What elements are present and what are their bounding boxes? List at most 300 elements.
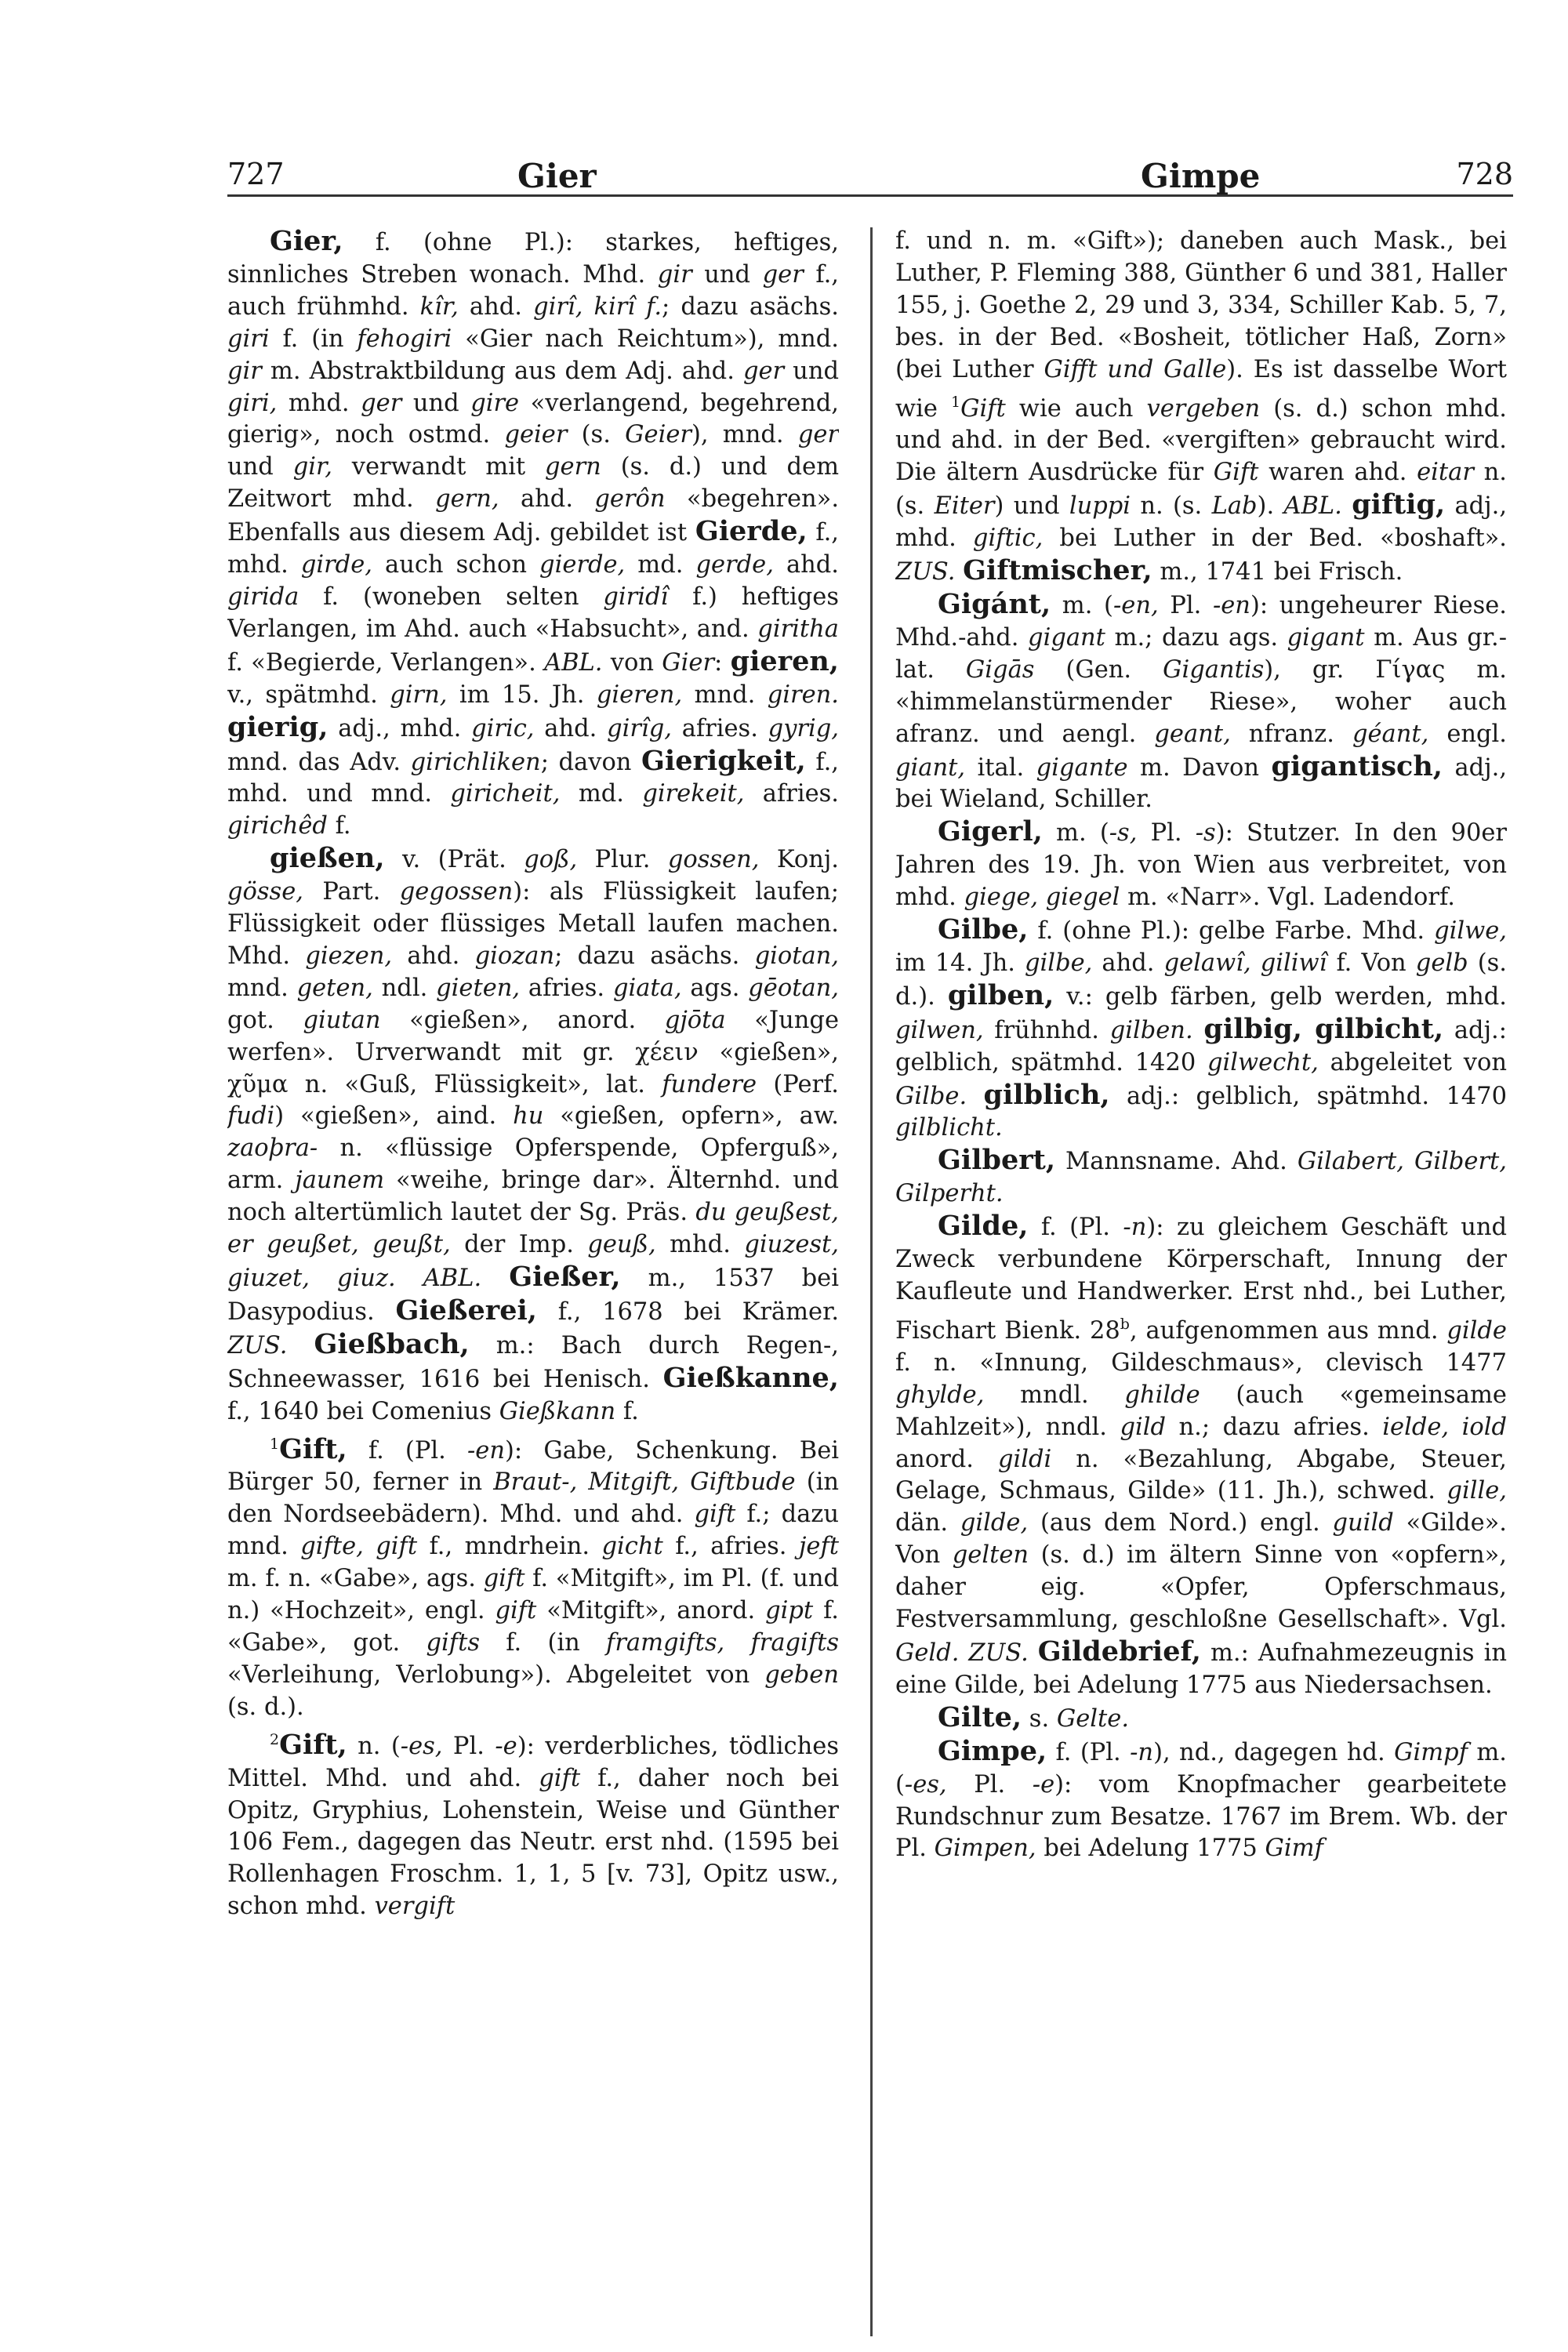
italic-term: -en	[1212, 591, 1250, 619]
entry-text: mnd.	[227, 974, 297, 1002]
headword: gigantisch,	[1271, 750, 1443, 782]
entry-text: s.	[1022, 1704, 1057, 1733]
entry-gimpe	[895, 1736, 1507, 1866]
entry-text: (s.	[567, 421, 626, 449]
entry-text: v.: gelb färben, gelb werden, mhd.	[1054, 982, 1507, 1011]
italic-term: giotan,	[754, 942, 839, 970]
italic-term: giata,	[612, 974, 682, 1002]
headword: Gilbert,	[938, 1144, 1056, 1177]
italic-term: gigante	[1036, 753, 1128, 782]
entry-text: «Verleihung, Verlobung»). Abgeleitet von	[227, 1661, 765, 1689]
headword: Gießkanne,	[662, 1361, 839, 1394]
italic-term: gieten,	[436, 974, 521, 1002]
italic-term: geten,	[296, 974, 373, 1002]
italic-term: ger	[762, 260, 804, 289]
italic-term: ABL.	[544, 648, 603, 677]
headword: Gigánt,	[938, 587, 1051, 620]
italic-term: ABL.	[423, 1265, 482, 1292]
italic-term: girida	[227, 583, 299, 611]
entry-text: ): ungeheurer Riese. Mhd.-ahd.	[895, 591, 1507, 652]
italic-term: girde,	[300, 551, 372, 579]
entry-text: afries.	[671, 714, 768, 742]
entry-text: afries.	[520, 974, 613, 1002]
italic-term: Eiter	[934, 492, 995, 521]
entry-text: ) und	[994, 492, 1069, 521]
entry-text: ), mnd.	[691, 421, 798, 449]
entry-text: Pl.	[1137, 819, 1196, 848]
entry-text: n. (	[347, 1732, 401, 1760]
entry-text: ).	[1257, 492, 1284, 521]
italic-term: gift	[694, 1501, 736, 1529]
entry-text: (Perf.	[757, 1070, 839, 1098]
entry-text: f. (Pl.	[1028, 1214, 1123, 1242]
entry-text: m.: Aufnahmezeugnis in eine Gilde, bei Adelung 1775 aus Niedersachsen.	[895, 1639, 1507, 1699]
entry-gigant	[895, 589, 1507, 816]
entry-text: f. (woneben selten	[299, 583, 604, 611]
italic-term: gēotan,	[748, 974, 839, 1002]
entry-text: f.	[327, 812, 351, 840]
italic-term: gifts	[426, 1628, 481, 1657]
entry-gift-1	[227, 1428, 839, 1724]
italic-term: girichêd	[227, 812, 328, 840]
entry-text	[1193, 1017, 1204, 1044]
italic-term: gir	[227, 357, 262, 385]
entry-text: der Imp.	[450, 1231, 588, 1259]
entry-text: :	[714, 648, 731, 677]
entry-text: ). Es ist dasselbe Wort wie	[895, 355, 1507, 423]
entry-text: «Junge werfen». Urverwandt mit gr. χέειν «gießen», χῦμα n. «Guß, Flüssigkeit», lat.	[227, 1006, 839, 1098]
italic-term: ielde, iold	[1382, 1413, 1507, 1441]
entry-text: ndl.	[372, 974, 437, 1002]
italic-term: jeft	[798, 1533, 839, 1561]
entry-text: ahd.	[499, 485, 595, 514]
entry-text: (s. d.) schon mhd. und ahd. in der Bed. «vergiften» gebraucht wird. Die ältern Ausdrücke für	[895, 394, 1507, 487]
entry-text: f.; dazu mnd.	[227, 1501, 839, 1561]
italic-term: geier	[504, 421, 568, 449]
italic-term: Gift	[1213, 459, 1259, 487]
italic-term: girîg,	[607, 714, 672, 742]
entry-text: im 15. Jh.	[447, 681, 597, 709]
italic-term: gjōta	[664, 1006, 726, 1034]
italic-term: gilbe,	[1025, 949, 1093, 977]
entry-text: v., spätmhd.	[227, 681, 390, 709]
italic-term: vergift	[374, 1893, 456, 1921]
entry-text: mndl.	[984, 1381, 1125, 1409]
italic-term: -e	[495, 1732, 517, 1760]
headword: gierig,	[227, 710, 328, 743]
italic-term: girî, kirî f.	[533, 292, 662, 321]
entry-text: (s. d.).	[227, 1693, 304, 1721]
entry-text: f. «Gabe», got.	[227, 1597, 839, 1657]
italic-term: giezen,	[305, 942, 393, 970]
entry-text: auch schon	[372, 551, 540, 579]
entry-text: m. (	[1042, 819, 1109, 848]
entry-text: md.	[560, 780, 643, 808]
headword: Gießer,	[509, 1261, 621, 1293]
italic-term: gern	[545, 453, 601, 481]
italic-term: gelb	[1415, 949, 1468, 977]
entry-text: f., mhd. und mnd.	[227, 748, 839, 808]
entry-text: f. (Pl.	[347, 1436, 467, 1465]
entry-text: ; dazu asächs.	[554, 942, 755, 970]
entry-text	[955, 558, 963, 586]
entry-text: mnd. das Adv.	[227, 748, 411, 776]
entry-text: adj.: gelblich, spätmhd. 1420	[895, 1016, 1507, 1076]
headword: Gilde,	[938, 1210, 1029, 1243]
entry-text: f. (in	[269, 325, 358, 353]
running-head-left: Gier	[517, 157, 597, 195]
italic-term: gelawî, giliwî	[1163, 949, 1327, 977]
italic-term: Geier	[625, 421, 691, 449]
italic-term: gilwe,	[1434, 917, 1507, 946]
entry-gift-2	[227, 1724, 839, 1923]
page-number-left: 727	[227, 157, 285, 191]
italic-term: gir,	[292, 453, 332, 481]
entry-text: m., 1537 bei Dasypodius.	[227, 1265, 839, 1326]
italic-term: gift	[483, 1565, 525, 1593]
entry-text: waren ahd.	[1258, 459, 1417, 487]
italic-term: Geld.	[895, 1639, 960, 1667]
entry-text: «Gilde». Von	[895, 1509, 1507, 1570]
italic-term: giri	[227, 325, 270, 353]
italic-term: giant,	[895, 753, 966, 782]
italic-term: gilwecht,	[1207, 1048, 1319, 1076]
entry-text: Part.	[303, 878, 400, 906]
entry-text: m. Aus gr.-lat.	[895, 623, 1507, 684]
italic-term: gern,	[435, 485, 499, 514]
italic-term: géant,	[1352, 720, 1429, 748]
italic-term: ghilde	[1124, 1381, 1200, 1409]
italic-term: giren.	[767, 681, 839, 709]
entry-gigerl	[895, 816, 1507, 914]
entry-text: (aus dem Nord.) engl.	[1028, 1509, 1333, 1537]
superscript: 2	[270, 1730, 280, 1748]
entry-text: f. und n. m. «Gift»); daneben auch Mask., bei Luther, P. Fleming 388, Günther 6 und 381, Haller 155, j. Goethe 2, 29 und 3, 334, Schiller Kab. 5, 7, bes. in der Bed. «Bosheit, tötlicher Haß, Zorn» (bei Luther	[895, 227, 1507, 383]
entry-text: ): vom Knopfmacher gearbeitete Rundschnur zum Besatze. 1767 im Brem. Wb. der Pl.	[895, 1770, 1507, 1863]
italic-term: hu	[513, 1102, 544, 1131]
italic-term: giege, giegel	[964, 884, 1120, 912]
headword: Gierigkeit,	[641, 744, 806, 777]
italic-term: gieren,	[596, 681, 683, 709]
italic-term: fehogiri	[357, 325, 452, 353]
italic-term: giozan	[474, 942, 555, 970]
entry-text: f. (Pl.	[1047, 1738, 1131, 1766]
italic-term: gilde,	[960, 1509, 1029, 1537]
entry-text: «gießen, opfern», aw.	[543, 1102, 839, 1131]
entry-text: und	[784, 357, 839, 385]
headword: Gift,	[279, 1432, 347, 1465]
superscript: b	[1120, 1315, 1130, 1333]
entry-text: n.; dazu afries.	[1166, 1413, 1383, 1441]
italic-term: giutan	[303, 1006, 381, 1034]
italic-term: fudi	[227, 1102, 275, 1131]
entry-text: «Mitgift», anord.	[536, 1597, 766, 1625]
entry-text: (auch «gemeinsame Mahlzeit»), nndl.	[895, 1381, 1507, 1441]
headword: giftig,	[1352, 488, 1446, 521]
italic-term: giric,	[471, 714, 535, 742]
headword: Gilte,	[938, 1700, 1022, 1733]
entry-text: n. (s.	[895, 459, 1507, 521]
italic-term: Gimf	[1265, 1835, 1323, 1863]
entry-text: ; davon	[540, 748, 642, 776]
entry-text: ags.	[681, 974, 749, 1002]
headword: gilbig, gilbicht,	[1203, 1012, 1444, 1045]
italic-term: gildi	[997, 1445, 1052, 1473]
entry-text: f. (ohne Pl.): gelbe Farbe. Mhd.	[1028, 917, 1435, 946]
italic-term: Gifft und Galle	[1044, 355, 1227, 383]
entry-text	[481, 1265, 509, 1292]
entry-text: f. (in	[480, 1628, 607, 1657]
italic-term: gerde,	[695, 551, 774, 579]
entry-text: Mannsname. Ahd.	[1055, 1148, 1298, 1176]
italic-term: luppi	[1069, 492, 1131, 521]
entry-gilde	[895, 1210, 1507, 1702]
entry-text: engl.	[1428, 720, 1507, 748]
entry-text: nfranz.	[1230, 720, 1352, 748]
italic-term: ABL.	[1283, 492, 1342, 521]
entry-text: «gießen», anord.	[380, 1006, 665, 1034]
headword: Gilbe,	[938, 913, 1029, 946]
italic-term: ZUS.	[227, 1331, 288, 1359]
italic-term: Gigās	[965, 655, 1035, 684]
headword: Gießbach,	[314, 1327, 470, 1360]
italic-term: Lab	[1211, 492, 1258, 521]
italic-term: gyrig,	[768, 714, 839, 742]
italic-term: giri,	[227, 389, 278, 417]
entry-text: und	[401, 389, 471, 417]
entry-text: Plur.	[577, 846, 668, 874]
superscript: 1	[270, 1435, 280, 1453]
italic-term: du geußest, er geußet, geußt,	[227, 1199, 839, 1259]
entry-text: , aufgenommen aus mnd.	[1129, 1316, 1447, 1345]
entry-text: m. Abstraktbildung aus dem Adj. ahd.	[261, 357, 743, 385]
entry-text: (s. d.) im ältern Sinne von «opfern», daher eig. «Opfer, Opferschmaus, Festversammlung, geschloßne Gesellschaft». Vgl.	[895, 1541, 1507, 1634]
italic-term: gegossen	[399, 878, 514, 906]
italic-term: Gigantis	[1163, 655, 1265, 684]
entry-text	[1342, 492, 1352, 520]
italic-term: girn,	[390, 681, 448, 709]
italic-term: gossen,	[667, 846, 760, 874]
italic-term: Gießkann	[499, 1397, 616, 1425]
italic-term: goß,	[524, 846, 578, 874]
italic-term: giftic,	[972, 524, 1044, 553]
entry-gilte	[895, 1702, 1507, 1736]
italic-term: gelten	[952, 1541, 1029, 1570]
entry-text: «begehren». Ebenfalls aus diesem Adj. gebildet ist	[227, 485, 839, 547]
italic-term: Gilabert, Gilbert, Gilperht.	[895, 1148, 1507, 1208]
entry-text: ahd.	[534, 714, 608, 742]
italic-term: gigant	[1028, 623, 1105, 652]
entry-text: f. n. «Innung, Gildeschmaus», clevisch 1477	[895, 1348, 1507, 1377]
entry-text: mhd.	[655, 1231, 745, 1259]
entry-text: ; dazu asächs.	[662, 292, 839, 321]
italic-term: geuß,	[587, 1231, 656, 1259]
entry-text: ahd.	[1092, 949, 1164, 977]
page-number-right: 728	[1456, 157, 1513, 191]
entry-text: f., auch frühmhd.	[227, 260, 839, 321]
entry-text: f., afries.	[662, 1533, 799, 1561]
italic-term: Gift	[960, 394, 1006, 423]
italic-term: Gimpf	[1394, 1738, 1468, 1766]
entry-text: got.	[227, 1006, 303, 1034]
entry-text: Pl.	[1158, 591, 1213, 619]
entry-text: n. «flüssige Opferspende, Opferguß», arm.	[227, 1134, 839, 1195]
right-column	[895, 226, 1507, 2343]
entry-text: ahd.	[392, 942, 475, 970]
entry-text: ): Stutzer. In den 90er Jahren des 19. Jh. von Wien aus verbreitet, von mhd.	[895, 819, 1507, 912]
entry-text: wie auch	[1005, 394, 1147, 423]
headword: gießen,	[270, 842, 385, 875]
entry-text: adj., bei Wieland, Schiller.	[895, 753, 1507, 814]
entry-text: verwandt mit	[332, 453, 546, 481]
italic-term: Gier	[662, 648, 715, 677]
entry-text: f. Von	[1327, 949, 1416, 977]
running-head-right: Gimpe	[1141, 157, 1261, 195]
entry-text: (in den Nordseebädern). Mhd. und ahd.	[227, 1468, 839, 1529]
entry-text: n. «Bezahlung, Abgabe, Steuer, Gelage, Schmaus, Gilde» (11. Jh.), schwed.	[895, 1445, 1507, 1505]
entry-text: und	[691, 260, 763, 289]
italic-term: -es,	[904, 1770, 947, 1798]
italic-term: gipt	[765, 1597, 814, 1625]
italic-term: -en	[466, 1436, 505, 1465]
entry-gilbe	[895, 914, 1507, 1145]
page-header	[227, 157, 1513, 204]
italic-term: giritha	[757, 615, 839, 643]
entry-text: md.	[625, 551, 696, 579]
headword: Gigerl,	[938, 815, 1043, 848]
entry-text: f., 1640 bei Comenius	[227, 1397, 499, 1425]
entry-text: Konj.	[759, 846, 839, 874]
entry-text: abgeleitet von	[1318, 1048, 1507, 1076]
italic-term: kîr,	[419, 292, 459, 321]
entry-text: und	[227, 453, 293, 481]
italic-term: -es,	[400, 1732, 443, 1760]
italic-term: -n	[1123, 1214, 1147, 1242]
italic-term: gerôn	[594, 485, 666, 514]
italic-term: gille,	[1446, 1477, 1507, 1505]
italic-term: gifte, gift	[300, 1533, 418, 1561]
entry-text: f., 1678 bei Krämer.	[536, 1298, 839, 1326]
entry-text: bei Adelung 1775	[1036, 1835, 1265, 1863]
entry-text: ital.	[965, 753, 1036, 782]
entry-text: adj., mhd.	[328, 714, 472, 742]
italic-term: girekeit,	[642, 780, 745, 808]
entry-text: (Gen.	[1034, 655, 1163, 684]
italic-term: gilwen,	[895, 1016, 984, 1044]
entry-text: Pl.	[442, 1732, 495, 1760]
italic-term: -n	[1130, 1738, 1154, 1766]
entry-text: f., mndrhein.	[417, 1533, 602, 1561]
italic-term: Braut-, Mitgift, Giftbude	[493, 1468, 796, 1497]
entry-text	[396, 1265, 423, 1292]
italic-term: giuzest, giuzet, giuz.	[227, 1231, 839, 1292]
entry-text: (s. d.) und dem Zeitwort mhd.	[227, 453, 839, 514]
entry-text: Pl.	[946, 1770, 1033, 1798]
headword: Gift,	[279, 1728, 347, 1761]
italic-term: ghylde,	[895, 1381, 985, 1409]
entry-text: f.	[615, 1397, 639, 1425]
entry-text: m. f. n. «Gabe», ags.	[227, 1565, 484, 1593]
italic-term: gift	[495, 1597, 537, 1625]
entry-text: von	[602, 648, 662, 677]
headword: Gimpe,	[938, 1734, 1047, 1767]
entry-gift-2-continued	[895, 226, 1507, 589]
italic-term: vergeben	[1146, 394, 1261, 423]
headword: Giftmischer,	[963, 554, 1152, 587]
italic-term: ger	[742, 357, 785, 385]
entry-text: «verlangend, begehrend, gierig», noch ostmd.	[227, 389, 839, 449]
entry-text: m.; dazu ags.	[1105, 623, 1287, 652]
entry-text: m., 1741 bei Frisch.	[1152, 558, 1403, 586]
headword: gilblich,	[983, 1078, 1110, 1111]
entry-text: f., daher noch bei Opitz, Gryphius, Lohenstein, Weise und Günther 106 Fem., dagegen das Neutr. erst nhd. (1595 bei Rollenhagen Froschm. 1, 1, 5 [v. 73], Opitz usw., schon mhd.	[227, 1764, 839, 1921]
entry-text: m.: Bach durch Regen-, Schneewasser, 1616 bei Henisch.	[227, 1331, 839, 1393]
entry-text: afries.	[744, 780, 839, 808]
entry-text	[959, 1639, 968, 1667]
entry-text: f. «Begierde, Verlangen».	[227, 648, 545, 677]
italic-term: gire	[470, 389, 520, 417]
entry-text: adj., mhd.	[895, 492, 1507, 553]
entry-text: m. (	[1051, 591, 1113, 619]
italic-term: guild	[1332, 1509, 1394, 1537]
italic-term: eitar	[1417, 459, 1474, 487]
italic-term: Gelte.	[1056, 1704, 1130, 1733]
headword: Gierde,	[695, 515, 808, 548]
entry-text: f.) heftiges Verlangen, im Ahd. auch «Habsucht», and.	[227, 583, 839, 643]
italic-term: geben	[764, 1661, 839, 1689]
headword: gieren,	[730, 644, 839, 677]
entry-text: frühnhd.	[983, 1016, 1110, 1044]
entry-text: n. (s.	[1131, 492, 1212, 521]
italic-term: gift	[539, 1764, 581, 1792]
entry-text: m. Davon	[1127, 753, 1272, 782]
entry-text: ) «gießen», aind.	[274, 1102, 514, 1131]
entry-gier	[227, 226, 839, 843]
italic-term: -s,	[1109, 819, 1138, 848]
entry-text: ), gr. Γίγας m. «himmelanstürmender Riese», woher auch afranz. und aengl.	[895, 655, 1507, 748]
italic-term: -en,	[1112, 591, 1159, 619]
italic-term: giricheit,	[450, 780, 561, 808]
entry-text: bei Luther in der Bed. «boshaft».	[1043, 524, 1507, 553]
italic-term: gigant	[1287, 623, 1365, 652]
italic-term: Gimpen,	[934, 1835, 1036, 1863]
headword: gilben,	[947, 978, 1054, 1011]
entry-text: m. «Narr». Vgl. Ladendorf.	[1120, 884, 1455, 912]
entry-text: f., mhd.	[227, 519, 839, 579]
entry-text: «Gier nach Reichtum»), mnd.	[452, 325, 839, 353]
italic-term: geant,	[1154, 720, 1231, 748]
italic-term: gilben.	[1109, 1016, 1193, 1044]
italic-term: gicht	[601, 1533, 663, 1561]
italic-term: jaunem	[295, 1167, 385, 1195]
italic-term: girichliken	[410, 748, 541, 776]
headword: Gildebrief,	[1037, 1635, 1201, 1668]
italic-term: gild	[1120, 1413, 1167, 1441]
entry-text: v. (Prät.	[384, 846, 524, 874]
entry-text: ahd.	[458, 292, 534, 321]
entry-text: im 14. Jh.	[895, 949, 1025, 977]
entry-text	[287, 1332, 314, 1359]
italic-term: zaoþra-	[227, 1134, 318, 1163]
entry-text: mhd.	[277, 389, 361, 417]
entry-text: ): als Flüssigkeit laufen; Flüssigkeit oder flüssiges Metall laufen machen. Mhd.	[227, 878, 839, 970]
italic-term: giridî	[603, 583, 669, 611]
italic-term: gir	[657, 260, 692, 289]
italic-term: Gilbe.	[895, 1082, 967, 1110]
italic-term: framgifts, fragifts	[606, 1628, 839, 1657]
italic-term: gierde,	[539, 551, 626, 579]
italic-term: fundere	[662, 1070, 757, 1098]
